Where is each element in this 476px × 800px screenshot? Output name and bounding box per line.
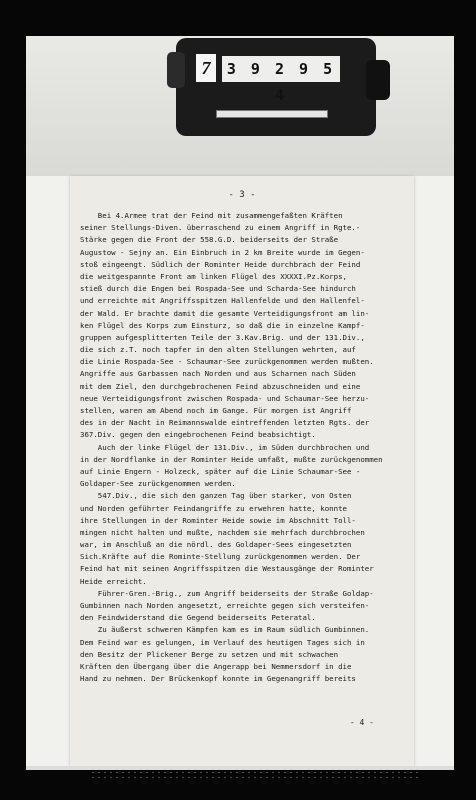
text-line: Goldaper-See zurückgenommen werden. xyxy=(80,479,236,489)
counter-digits: 3 9 2 9 5 4 xyxy=(222,56,340,82)
text-line: den Besitz der Plickener Berge zu setzen und mit schwachen xyxy=(80,649,339,659)
page-number-top: - 3 - xyxy=(228,190,256,200)
text-line: und Norden geführter Feindangriffe zu erwehren hatte, konnte xyxy=(80,503,347,513)
text-line: Zu äußerst schweren Kämpfen kam es im Raum südlich Gumbinnen. xyxy=(80,625,370,635)
text-line: Gumbinnen nach Norden angesetzt, erreichte gegen sich versteifen- xyxy=(80,601,370,610)
text-line: Führer-Gren.-Brig., zum Angriff beiderseits der Straße Goldap- xyxy=(80,588,374,598)
text-line: 367.Div. gegen den eingebrochenen Feind beabsichtigt. xyxy=(80,430,316,440)
page-body-text xyxy=(80,210,410,685)
text-line: Stärke gegen die Front der 558.G.D. beiderseits der Straße xyxy=(80,235,339,245)
page-number-bottom: - 4 - xyxy=(349,718,374,727)
frame-counter-device xyxy=(176,38,376,136)
text-line: war, im Anschluß an die nördl. des Goldaper-Sees eingesetzten xyxy=(80,540,352,550)
text-line: auf Linie Engern - Holzeck, später auf die Linie Schaumar-See - xyxy=(80,466,361,476)
text-line: des in der Nacht in Reimannswalde eintreffenden letzten Rgts. der xyxy=(80,418,370,428)
text-line: der Wald. Er brachte damit die gesamte Verteidigungsfront am lin- xyxy=(80,308,370,318)
text-line: Heide erreicht. xyxy=(80,576,147,586)
text-line: 547.Div., die sich den ganzen Tag über starker, von Osten xyxy=(80,491,352,501)
text-line: neue Verteidigungsfront zwischen Rospada- und Schaumar-See herzu- xyxy=(80,393,370,403)
text-line: mingen nicht halten und mußte, nachdem sie mehrfach durchbrochen xyxy=(80,527,365,537)
typewritten-page xyxy=(70,176,414,766)
text-line: die weitgespannte Front am linken Flügel des XXXXI.Pz.Korps, xyxy=(80,271,347,281)
film-edge-perforation xyxy=(90,770,420,782)
text-line: gruppen aufgesplitterten Teile der 3.Kav.Brig. und der 131.Div., xyxy=(80,332,365,342)
text-line: stoß eingeengt. Südlich der Rominter Heide durchbrach der Feind xyxy=(80,259,361,269)
text-line: stellen, waren am Abend noch im Gange. Für morgen ist Angriff xyxy=(80,406,352,415)
text-line: in der Nordflanke in der Rominter Heide umfaßt, mußte zurückgenommen xyxy=(80,454,383,464)
counter-knob-right xyxy=(366,60,390,100)
text-line: mit dem Ziel, den durchgebrochenen Feind abzuschneiden und eine xyxy=(80,381,361,391)
text-line: Hand zu nehmen. Der Brückenkopf konnte im Gegenangriff bereits xyxy=(80,674,356,684)
text-line: Sich.Kräfte auf die Rominte-Stellung zurückgenommen werden. Der xyxy=(80,552,361,562)
text-line: den Feindwiderstand die Gegend beiderseits Peteratal. xyxy=(80,613,316,623)
text-line: Kräften den Übergang über die Angerapp bei Nemmersdorf in die xyxy=(80,661,352,671)
text-line: Angriffe aus Garbassen nach Norden und aus Scharnen nach Süden xyxy=(80,369,356,379)
text-line: Auch der linke Flügel der 131.Div., im Süden durchbrochen und xyxy=(80,442,370,452)
counter-tag: 7 xyxy=(196,54,216,82)
counter-knob-left xyxy=(167,52,185,88)
text-line: die Linie Rospada-See - Schaumar-See zurückgenommen werden mußten. xyxy=(80,357,374,367)
text-line: Feind hat mit seinen Angriffsspitzen die Westausgänge der Rominter xyxy=(80,564,374,574)
text-line: ken Flügel des Korps zum Einsturz, so daß die in einzelne Kampf- xyxy=(80,320,365,330)
text-line: seiner Stellungs-Diven. überraschend zu einem Angriff in Rgte.- xyxy=(80,223,361,233)
text-line: Dem Feind war es gelungen, im Verlauf des heutigen Tages sich in xyxy=(80,637,365,647)
microfilm-frame xyxy=(26,36,454,770)
text-line: Augustow - Sejny an. Ein Einbruch in 2 km Breite wurde im Gegen- xyxy=(80,247,365,257)
text-line: Bei 4.Armee trat der Feind mit zusammengefaßten Kräften xyxy=(80,211,343,220)
text-line: stieß durch die Engen bei Rospada-See und Scharda-See hindurch xyxy=(80,284,356,294)
text-line: die sich z.T. noch tapfer in den alten Stellungen wehrten, auf xyxy=(80,345,356,355)
text-line: und erreichte mit Angriffsspitzen Hallenfelde und den Hallenfel- xyxy=(80,296,365,306)
text-line: ihre Stellungen in der Rominter Heide sowie im Abschnitt Toll- xyxy=(80,515,356,525)
counter-slot xyxy=(216,110,328,118)
